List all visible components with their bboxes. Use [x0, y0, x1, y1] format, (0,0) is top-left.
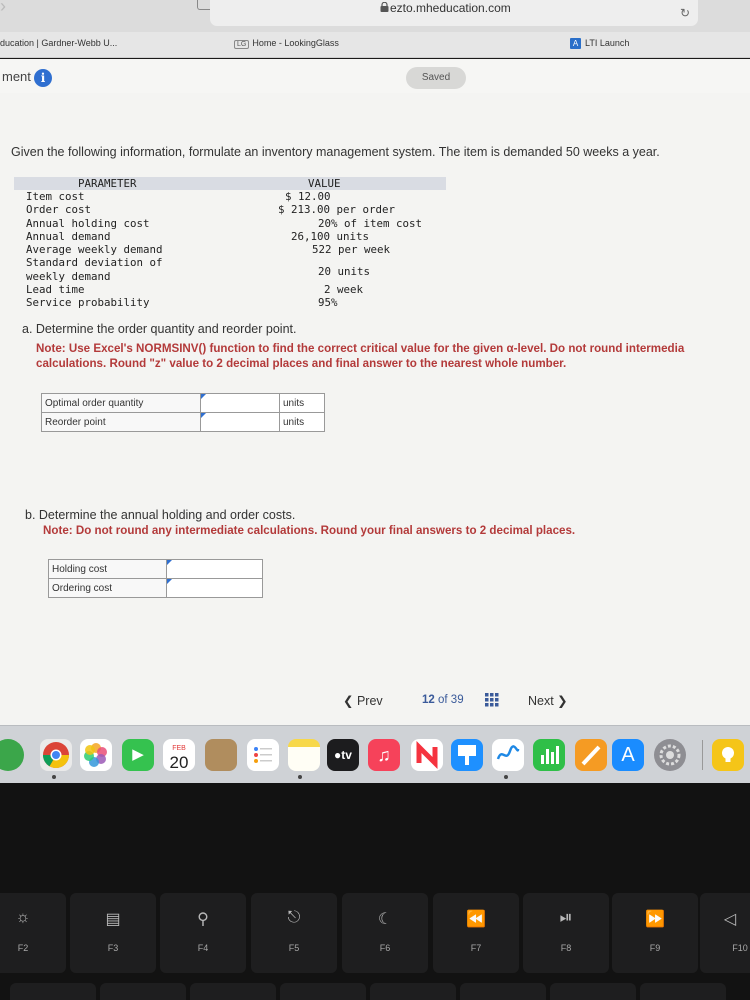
next-label: Next — [528, 694, 554, 708]
bookmark-lookingglass[interactable] — [234, 38, 339, 49]
number-key[interactable] — [280, 983, 366, 1000]
fkey-label: F10 — [732, 943, 748, 953]
number-key[interactable] — [190, 983, 276, 1000]
input-marker-icon — [167, 579, 172, 584]
pages-icon[interactable] — [575, 739, 607, 771]
freeform-icon[interactable] — [492, 739, 524, 771]
number-key[interactable] — [640, 983, 726, 1000]
parameter-name: Service probability — [26, 296, 150, 310]
news-logo-icon — [411, 739, 443, 771]
next-button[interactable] — [528, 693, 568, 708]
contacts-icon[interactable] — [205, 739, 237, 771]
part-a-answer-table — [41, 393, 325, 432]
appstore-icon[interactable]: A — [612, 739, 644, 771]
lookingglass-icon: LG — [234, 40, 249, 49]
part-a-note-line: calculations. Round "z" value to 2 decimal places and final answer to the nearest whole number. — [36, 357, 567, 370]
fkey-label: F9 — [649, 943, 661, 953]
running-indicator — [52, 775, 56, 779]
lightbulb-icon — [712, 739, 744, 771]
appletv-icon[interactable] — [327, 739, 359, 771]
system-settings-icon[interactable] — [654, 739, 686, 771]
fkey-label: F8 — [560, 943, 572, 953]
total-pages: 39 — [450, 694, 464, 706]
photos-icon[interactable] — [80, 739, 112, 771]
parameter-row — [14, 203, 446, 216]
gear-icon — [654, 739, 686, 771]
parameter-row — [14, 256, 446, 269]
chevron-right-icon: ❯ — [553, 694, 568, 708]
parameter-name: weekly demand — [26, 269, 111, 283]
freeform-squiggle-icon — [492, 739, 524, 771]
parameter-name: Lead time — [26, 283, 85, 297]
of-label: of — [438, 694, 448, 706]
table-row — [49, 560, 263, 579]
part-b-prompt: b. Determine the annual holding and order costs. — [25, 508, 296, 522]
holding-cost-cell — [167, 560, 263, 579]
finder-icon[interactable] — [0, 739, 24, 771]
parameter-value: 522 per week — [312, 243, 391, 257]
f3-key[interactable] — [70, 893, 156, 973]
part-b-note: Note: Do not round any intermediate calculations. Round your final answers to 2 decimal places. — [43, 524, 576, 537]
f10-key[interactable] — [700, 893, 750, 973]
number-key[interactable] — [460, 983, 546, 1000]
f8-key[interactable] — [523, 893, 609, 973]
number-key[interactable] — [10, 983, 96, 1000]
fkey-label: F2 — [17, 943, 29, 953]
number-key[interactable] — [370, 983, 456, 1000]
parameter-row — [14, 283, 446, 296]
unit-label: units — [280, 413, 325, 432]
bookmarks-bar — [0, 32, 750, 58]
parameter-column-header: PARAMETER — [78, 177, 137, 190]
apple-logo-icon: ● — [334, 748, 342, 762]
fkey-label: F3 — [107, 943, 119, 953]
reminders-icon[interactable] — [247, 739, 279, 771]
parameter-row — [14, 264, 446, 283]
order-quantity-input[interactable] — [201, 395, 279, 412]
f6-key[interactable] — [342, 893, 428, 973]
reorder-point-cell — [201, 413, 280, 432]
mute-icon: ◁ — [723, 911, 737, 928]
f9-key[interactable] — [612, 893, 698, 973]
numbers-icon[interactable] — [533, 739, 565, 771]
bookmark-label: LTI Launch — [585, 38, 630, 48]
table-row — [42, 413, 325, 432]
notes-icon[interactable] — [288, 739, 320, 771]
parameter-value: $ 213.00 per order — [278, 203, 396, 217]
keynote-icon[interactable] — [451, 739, 483, 771]
f4-key[interactable] — [160, 893, 246, 973]
parameter-row — [14, 190, 446, 203]
f7-key[interactable] — [433, 893, 519, 973]
spotlight-icon: ⚲ — [197, 911, 209, 928]
parameter-value: 20% of item cost — [318, 216, 423, 230]
tips-icon[interactable] — [712, 739, 744, 771]
fast-forward-icon: ⏩ — [645, 911, 665, 928]
brightness-up-icon: ☼ — [15, 909, 31, 926]
reload-icon[interactable]: ↻ — [680, 6, 691, 20]
value-column-header: VALUE — [308, 177, 341, 190]
parameter-value: 2 week — [324, 283, 364, 297]
parameter-value: $ 12.00 — [285, 190, 331, 203]
tv-label: tv — [341, 748, 352, 762]
calendar-icon[interactable] — [163, 739, 195, 771]
reorder-point-input[interactable] — [201, 414, 279, 431]
parameter-name: Average weekly demand — [26, 243, 163, 257]
dock-divider — [702, 740, 703, 770]
part-a-note — [36, 341, 750, 371]
chevron-left-icon: ❮ — [343, 694, 357, 708]
prev-label: Prev — [356, 694, 383, 708]
url-text[interactable]: ezto.mheducation.com — [390, 1, 511, 15]
music-icon[interactable]: ♫ — [368, 739, 400, 771]
question-intro: Given the following information, formulate an inventory management system. The item is demanded 50 weeks a year. — [11, 145, 660, 159]
fkey-label: F4 — [197, 943, 209, 953]
news-icon[interactable] — [411, 739, 443, 771]
lock-icon — [380, 2, 389, 12]
current-page: 12 — [422, 694, 435, 706]
table-row — [49, 579, 263, 598]
macos-dock — [0, 725, 750, 783]
chrome-logo-icon — [40, 739, 72, 771]
bookmark-label: ducation | Gardner-Webb U... — [0, 38, 118, 48]
running-indicator — [298, 775, 302, 779]
part-a-prompt: a. Determine the order quantity and reorder point. — [22, 322, 297, 336]
lti-icon: A — [570, 38, 581, 49]
page-counter[interactable] — [422, 694, 464, 706]
answer-row-label: Optimal order quantity — [42, 394, 201, 413]
mission-control-icon: ▤ — [105, 911, 121, 928]
parameter-name: Annual holding cost — [26, 216, 150, 230]
parameter-table — [14, 177, 446, 310]
parameter-row — [14, 243, 446, 256]
input-marker-icon — [201, 394, 206, 399]
holding-cost-input[interactable] — [167, 561, 262, 578]
rewind-icon: ⏪ — [466, 911, 486, 928]
table-row — [42, 394, 325, 413]
parameter-name: Annual demand — [26, 229, 111, 243]
bookmark-gardner-webb[interactable] — [0, 38, 117, 48]
do-not-disturb-icon: ☾ — [377, 911, 393, 928]
fkey-label: F7 — [470, 943, 482, 953]
fkey-label: F5 — [288, 943, 300, 953]
parameter-name: Standard deviation of — [26, 256, 163, 270]
bookmark-label: Home - LookingGlass — [252, 38, 339, 48]
part-a-note-line: Note: Use Excel's NORMSINV() function to find the correct critical value for the given α-level. Do not round intermedia — [36, 342, 685, 355]
back-arrow-icon[interactable]: › — [0, 0, 6, 16]
parameter-table-header — [14, 177, 446, 190]
input-marker-icon — [167, 560, 172, 565]
numbers-bars-icon — [533, 739, 565, 771]
f5-key[interactable] — [251, 893, 337, 973]
parameter-row — [14, 296, 446, 309]
fkey-label: F6 — [379, 943, 391, 953]
running-indicator — [504, 775, 508, 779]
saved-status-badge: Saved — [406, 67, 466, 89]
ordering-cost-input[interactable] — [167, 580, 262, 597]
part-b-answer-table — [48, 559, 263, 598]
parameter-name: Item cost — [26, 190, 85, 203]
photos-flower-icon — [80, 739, 112, 771]
parameter-name: Order cost — [26, 203, 92, 217]
info-icon[interactable]: i — [34, 69, 52, 87]
parameter-row — [14, 230, 446, 243]
answer-row-label: Ordering cost — [49, 579, 167, 598]
grid-icon[interactable] — [485, 693, 499, 707]
facetime-icon[interactable]: ▶ — [122, 739, 154, 771]
input-marker-icon — [201, 413, 206, 418]
parameter-value: 20 units — [318, 264, 371, 278]
pages-pen-icon — [575, 739, 607, 771]
calendar-month: FEB — [172, 745, 186, 752]
order-quantity-cell — [201, 394, 280, 413]
prev-button[interactable] — [343, 693, 383, 708]
answer-row-label: Holding cost — [49, 560, 167, 579]
parameter-value: 95% — [318, 296, 338, 310]
bookmark-lti-launch[interactable] — [570, 38, 629, 49]
assignment-header — [0, 59, 750, 93]
ordering-cost-cell — [167, 579, 263, 598]
number-key[interactable] — [550, 983, 636, 1000]
laptop-keyboard — [0, 783, 750, 1000]
f2-key[interactable] — [0, 893, 66, 973]
reminders-list-icon — [247, 739, 279, 771]
play-pause-icon: ⏯ — [559, 909, 573, 926]
parameter-value: 26,100 units — [291, 229, 370, 243]
browser-toolbar — [0, 0, 750, 32]
assignment-title: ment — [2, 69, 31, 84]
answer-row-label: Reorder point — [42, 413, 201, 432]
number-key[interactable] — [100, 983, 186, 1000]
question-navigation — [335, 689, 585, 713]
unit-label: units — [280, 394, 325, 413]
keynote-podium-icon — [451, 739, 483, 771]
calendar-day: 20 — [169, 753, 189, 772]
parameter-row — [14, 217, 446, 230]
assignment-page — [0, 59, 750, 725]
chrome-icon[interactable] — [40, 739, 72, 771]
dictation-icon: ⎋ — [287, 909, 301, 926]
